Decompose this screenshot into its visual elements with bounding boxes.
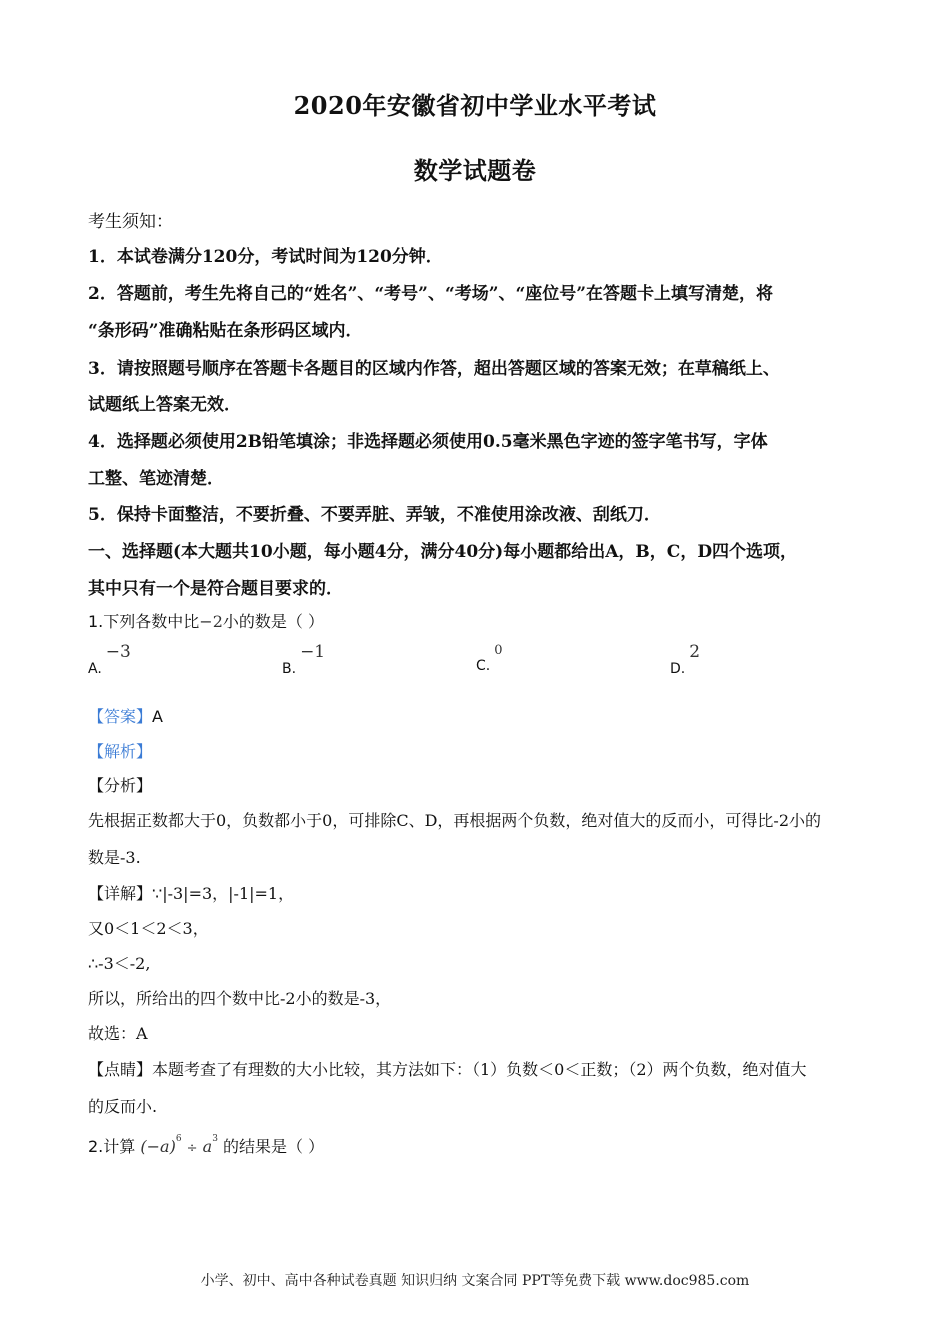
analysis-line-1: 先根据正数都大于0，负数都小于0，可排除C、D，再根据两个负数，绝对值大的反而小，可得比-2小的	[88, 811, 822, 830]
option-b-label: B.	[282, 661, 297, 677]
question-2-stem	[88, 1134, 324, 1157]
q2-math-base: (−a)	[140, 1137, 176, 1156]
option-b-value: −1	[300, 642, 326, 662]
analysis-tag: 【解析】	[88, 742, 153, 761]
question-2-stem-before: 2.计算	[88, 1137, 136, 1156]
option-c-label: C.	[476, 658, 491, 674]
analysis-heading: 【分析】	[88, 776, 153, 795]
question-1-answer	[88, 704, 163, 727]
section-heading-line-1: 一、选择题(本大题共10小题，每小题4分，满分40分)每小题都给出A，B，C，D四个选项，	[88, 542, 798, 562]
notice-line-2: 2．答题前，考生先将自己的“姓名”、“考号”、“考场”、“座位号”在答题卡上填写清楚，将	[88, 284, 774, 304]
question-1-option-a	[88, 642, 131, 677]
detail-line-2: 又0＜1＜2＜3，	[88, 919, 209, 938]
option-a-value: −3	[105, 642, 131, 662]
section-heading-line-2: 其中只有一个是符合题目要求的．	[88, 579, 343, 599]
detail-text-1: ∵|-3|=3，|-1|=1，	[152, 884, 295, 903]
notice-line-4: 3．请按照题号顺序在答题卡各题目的区域内作答，超出答题区域的答案无效；在草稿纸上、	[88, 359, 780, 379]
exam-title: 2020年安徽省初中学业水平考试	[293, 91, 657, 120]
answer-tag: 【答案】	[88, 707, 153, 726]
notice-line-5: 试题纸上答案无效．	[88, 395, 241, 415]
question-2-expression	[140, 1134, 223, 1156]
q2-math-var: a	[202, 1137, 213, 1156]
comment-line-2: 的反而小.	[88, 1097, 158, 1116]
q2-math-exp1: 6	[175, 1134, 182, 1144]
notice-line-6: 4．选择题必须使用2B铅笔填涂；非选择题必须使用0.5毫米黑色字迹的签字笔书写，字体	[88, 432, 768, 452]
exam-subtitle: 数学试题卷	[413, 156, 537, 185]
q2-math-div: ÷	[186, 1141, 198, 1156]
question-1-stem-math: −2	[199, 612, 223, 631]
detail-line-4: 所以，所给出的四个数中比-2小的数是-3，	[88, 989, 392, 1008]
question-1-option-b	[282, 642, 326, 677]
comment-line-1: 【点睛】本题考查了有理数的大小比较，其方法如下：（1）负数＜0＜正数；（2）两个负数，绝对值大	[88, 1060, 807, 1079]
notice-line-3: “条形码”准确粘贴在条形码区域内．	[88, 321, 363, 341]
question-1-stem	[88, 609, 324, 632]
detail-tag: 【详解】	[88, 884, 153, 903]
detail-line-3: ∴-3＜-2,	[88, 954, 151, 973]
notice-line-8: 5．保持卡面整洁，不要折叠、不要弄脏、弄皱，不准使用涂改液、刮纸刀．	[88, 505, 661, 525]
detail-line-1	[88, 881, 294, 904]
option-d-label: D.	[670, 661, 686, 677]
page-footer: 小学、初中、高中各种试卷真题 知识归纳 文案合同 PPT等免费下载 www.doc985.com	[200, 1273, 750, 1289]
notice-line-1: 1．本试卷满分120分，考试时间为120分钟．	[88, 247, 443, 267]
detail-line-5: 故选：A	[88, 1024, 148, 1043]
option-a-label: A.	[88, 661, 102, 677]
notice-line-7: 工整、笔迹清楚．	[88, 469, 224, 489]
question-1-stem-after: 小的数是（ ）	[222, 612, 324, 631]
question-2-stem-after: 的结果是（ ）	[223, 1137, 325, 1156]
notice-heading: 考生须知：	[88, 212, 173, 232]
analysis-line-2: 数是-3.	[88, 848, 141, 867]
question-1-option-d	[670, 642, 701, 677]
question-1-option-c	[476, 642, 503, 674]
answer-value: A	[152, 707, 163, 726]
q2-math-exp2: 3	[212, 1134, 218, 1144]
option-c-value: 0	[494, 643, 503, 658]
question-1-stem-before: 1.下列各数中比	[88, 612, 200, 631]
option-d-value: 2	[689, 642, 701, 662]
